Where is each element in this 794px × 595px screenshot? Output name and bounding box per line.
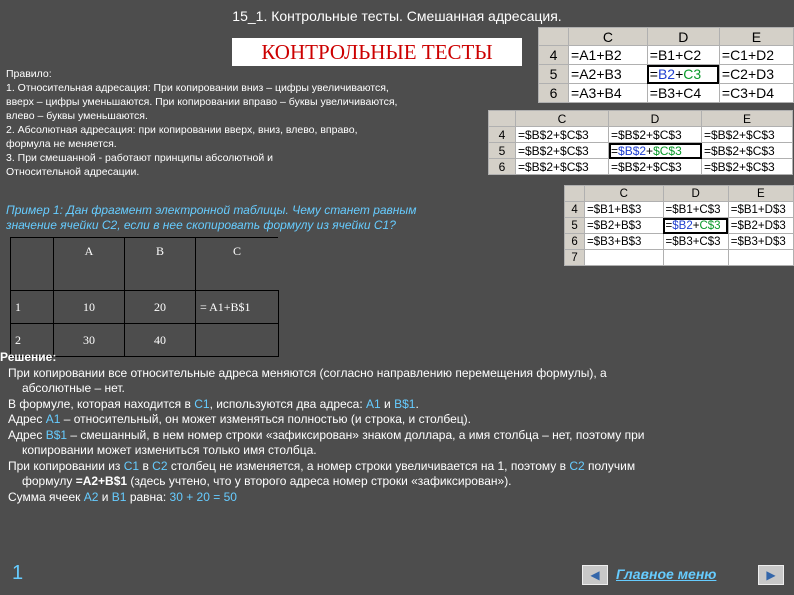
sheet-relative xyxy=(538,27,794,103)
solution-line xyxy=(0,490,794,506)
cell: =$B$2+$C$3 xyxy=(702,127,793,143)
cell: =B3+C4 xyxy=(647,84,719,103)
formula-ref: $B2 xyxy=(672,219,693,232)
text-part: Сумма ячеек xyxy=(8,489,84,504)
cell: =$B3+B$3 xyxy=(585,234,663,250)
solution-line xyxy=(0,428,794,444)
col-header: E xyxy=(719,28,793,46)
formula-part: + xyxy=(646,143,654,158)
rule-line: Относительной адресации. xyxy=(6,166,140,178)
text-part: В формуле, которая находится в xyxy=(8,396,195,411)
example-grid xyxy=(10,237,279,357)
rule-line: 2. Абсолютная адресация: при копировании вверх, вниз, влево, вправо, xyxy=(6,124,358,136)
text-part: формулу xyxy=(22,474,76,488)
highlight: C1 xyxy=(194,396,210,411)
sheet-absolute xyxy=(488,110,793,175)
cell: =$B3+D$3 xyxy=(728,234,793,250)
cell: =$B$2+$C$3 xyxy=(516,143,609,159)
text-part: в xyxy=(139,458,153,473)
cell: =$B$2+$C$3 xyxy=(702,159,793,175)
sheet-mixed xyxy=(564,185,794,266)
highlight: B$1 xyxy=(45,427,68,442)
cell: =C3+D4 xyxy=(719,84,793,103)
cell: =$B1+B$3 xyxy=(585,202,663,218)
cell: =C1+D2 xyxy=(719,46,793,65)
solution-line xyxy=(0,397,794,413)
grid-corner xyxy=(11,238,54,291)
cell: =$B2+D$3 xyxy=(728,218,793,234)
col-header: C xyxy=(569,28,648,46)
formula-ref: C$3 xyxy=(699,219,721,232)
highlight: 30 + 20 = 50 xyxy=(169,489,237,504)
col-header: E xyxy=(702,111,793,127)
result-formula: =A2+B$1 xyxy=(75,474,128,488)
arrow-left-icon: ◀ xyxy=(590,568,600,582)
grid-row-header: 2 xyxy=(11,324,54,357)
formula-part: = xyxy=(611,143,619,158)
row-header: 6 xyxy=(565,234,585,250)
text-part: получим xyxy=(584,458,636,473)
row-header: 5 xyxy=(489,143,516,159)
highlight: A1 xyxy=(366,396,381,411)
text-part: , используются два адреса: xyxy=(209,396,367,411)
formula-ref: $B$2 xyxy=(618,143,647,158)
selected-cell xyxy=(663,218,728,234)
selected-cell xyxy=(609,143,702,159)
col-header: C xyxy=(585,186,663,202)
solution-line xyxy=(0,412,794,428)
grid-col-header: B xyxy=(125,238,196,291)
row-header: 4 xyxy=(539,46,569,65)
text-part: – относительный, он может изменяться полностью (и строка, и столбец). xyxy=(60,412,471,426)
cell: =$B$2+$C$3 xyxy=(516,159,609,175)
cell: =$B3+C$3 xyxy=(663,234,728,250)
cell: =A3+B4 xyxy=(569,84,648,103)
highlight: C2 xyxy=(569,458,585,473)
grid-cell-formula: = A1+B$1 xyxy=(196,291,279,324)
formula-ref: B2 xyxy=(657,66,676,82)
solution-line xyxy=(0,459,794,475)
text-part: Адрес xyxy=(8,412,46,426)
text-part: . xyxy=(415,396,419,411)
formula-part: = xyxy=(665,219,673,232)
row-header: 5 xyxy=(565,218,585,234)
selected-cell xyxy=(647,65,719,84)
cell: =B1+C2 xyxy=(647,46,719,65)
cell: =$B$2+$C$3 xyxy=(702,143,793,159)
rule-line: формула не меняется. xyxy=(6,138,117,150)
cell: =$B2+B$3 xyxy=(585,218,663,234)
text-part: – смешанный, в нем номер строки «зафиксирован» знаком доллара, а имя столбца – нет, поэтому при xyxy=(67,427,645,442)
solution-line: абсолютные – нет. xyxy=(22,381,125,395)
text-part: Адрес xyxy=(8,427,46,442)
grid-row-header: 1 xyxy=(11,291,54,324)
formula-ref: C3 xyxy=(683,66,702,82)
rule-text xyxy=(6,67,476,179)
corner-cell xyxy=(539,28,569,46)
grid-cell: 40 xyxy=(125,324,196,357)
cell xyxy=(728,250,793,266)
highlight: B$1 xyxy=(394,396,416,411)
solution-line: При копировании все относительные адреса меняются (согласно направлению перемещения формулы), а xyxy=(8,365,607,380)
highlight: A2 xyxy=(83,489,99,504)
highlight: C1 xyxy=(123,458,140,473)
rule-line: 3. При смешанной - работают принципы абсолютной и xyxy=(6,152,274,164)
page-number: 1 xyxy=(12,562,24,584)
cell xyxy=(585,250,663,266)
cell: =$B$2+$C$3 xyxy=(516,127,609,143)
col-header: C xyxy=(516,111,609,127)
row-header: 4 xyxy=(489,127,516,143)
cell: =$B$2+$C$3 xyxy=(609,127,702,143)
arrow-right-icon: ▶ xyxy=(766,568,776,582)
example-line: значение ячейки C2, если в нее скопировать формулу из ячейки C1? xyxy=(6,218,396,232)
formula-part: + xyxy=(692,219,700,232)
formula-part: = xyxy=(649,66,658,82)
highlight: A1 xyxy=(45,412,61,426)
corner-cell xyxy=(489,111,516,127)
formula-ref: $C$3 xyxy=(653,143,682,158)
solution-line: копировании может измениться только имя столбца. xyxy=(22,443,317,457)
text-part: При копировании из xyxy=(8,458,124,473)
grid-cell: 20 xyxy=(125,291,196,324)
grid-col-header: C xyxy=(196,238,279,291)
corner-cell xyxy=(565,186,585,202)
grid-col-header: A xyxy=(54,238,125,291)
rule-line: 1. Относительная адресация: При копировании вниз – цифры увеличиваются, xyxy=(6,82,389,94)
cell: =C2+D3 xyxy=(719,65,793,84)
example-text xyxy=(6,203,486,233)
text-part: и xyxy=(98,489,112,504)
cell xyxy=(663,250,728,266)
prev-button[interactable] xyxy=(582,565,608,585)
solution-text xyxy=(0,350,794,505)
cell: =A2+B3 xyxy=(569,65,648,84)
example-line: Пример 1: Дан фрагмент электронной таблицы. Чему станет равным xyxy=(6,203,417,217)
row-header: 6 xyxy=(539,84,569,103)
cell: =$B1+C$3 xyxy=(663,202,728,218)
solution-heading: Решение: xyxy=(0,350,57,364)
solution-line xyxy=(0,474,794,490)
rule-line: вверх – цифры уменьшаются. При копировании вправо – буквы увеличиваются, xyxy=(6,96,398,108)
row-header: 5 xyxy=(539,65,569,84)
highlight: B1 xyxy=(111,489,127,504)
rule-line: влево – буквы уменьшаются. xyxy=(6,110,148,122)
text-part: (здесь учтено, что у второго адреса номер строки «зафиксирован»). xyxy=(127,474,512,488)
cell: =A1+B2 xyxy=(569,46,648,65)
row-header: 7 xyxy=(565,250,585,266)
text-part: и xyxy=(380,396,395,411)
grid-cell: 10 xyxy=(54,291,125,324)
col-header: D xyxy=(609,111,702,127)
col-header: E xyxy=(728,186,793,202)
cell: =$B1+D$3 xyxy=(728,202,793,218)
banner-title: КОНТРОЛЬНЫЕ ТЕСТЫ xyxy=(232,38,522,66)
text-part: равна: xyxy=(126,489,170,504)
formula-part: + xyxy=(675,66,684,82)
main-menu-link[interactable]: Главное меню xyxy=(616,566,717,582)
highlight: C2 xyxy=(152,458,168,473)
col-header: D xyxy=(663,186,728,202)
row-header: 6 xyxy=(489,159,516,175)
next-button[interactable] xyxy=(758,565,784,585)
col-header: D xyxy=(647,28,719,46)
slide-title: 15_1. Контрольные тесты. Смешанная адресация. xyxy=(232,8,562,24)
row-header: 4 xyxy=(565,202,585,218)
rule-line: Правило: xyxy=(6,68,52,80)
grid-cell: 30 xyxy=(54,324,125,357)
text-part: столбец не изменяется, а номер строки увеличивается на 1, поэтому в xyxy=(167,458,570,473)
cell: =$B$2+$C$3 xyxy=(609,159,702,175)
